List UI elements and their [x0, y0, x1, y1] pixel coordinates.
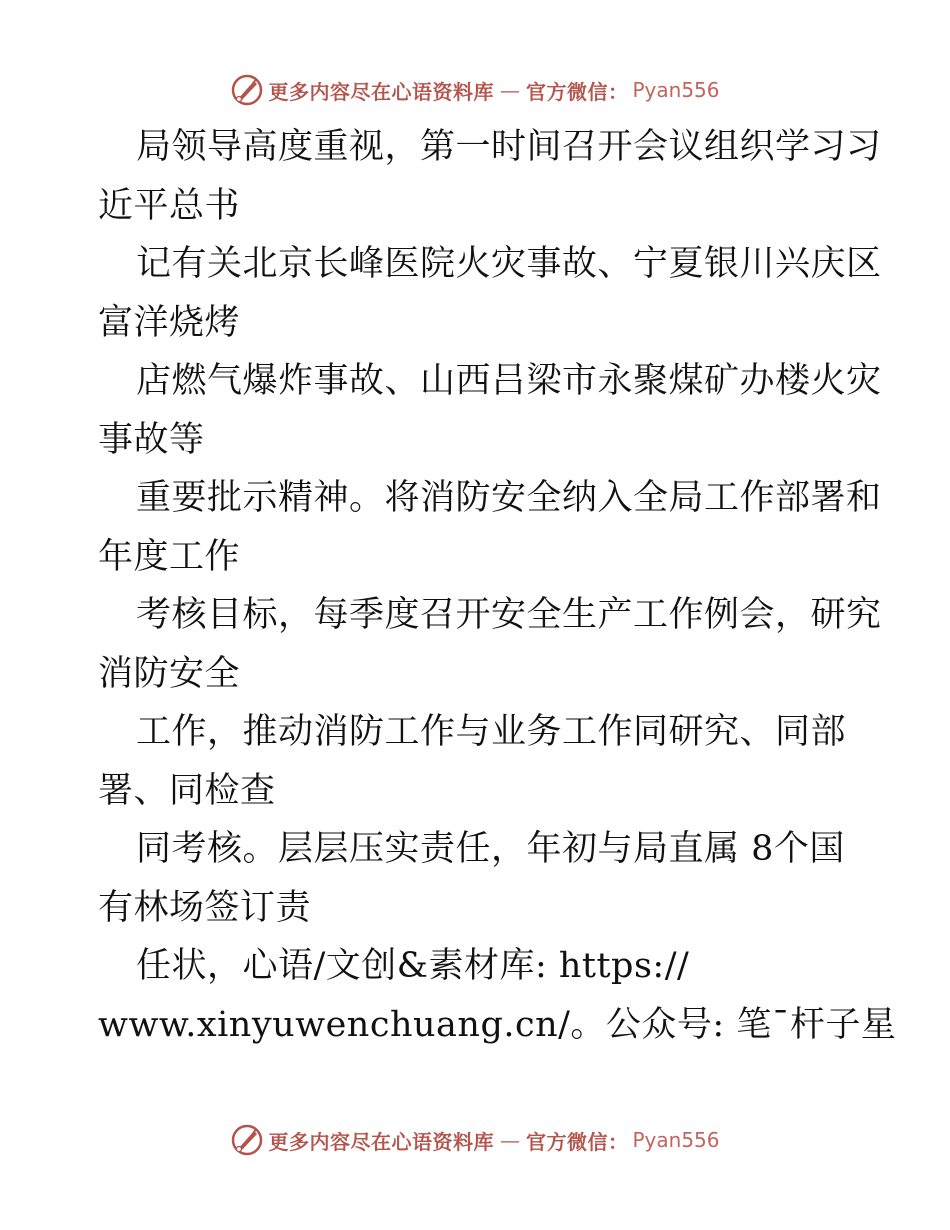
- text-line: 近平总书: [98, 185, 241, 226]
- header-wechat-label: 官方微信：: [525, 79, 629, 104]
- footer-wechat-id: Pyan556: [632, 1128, 720, 1152]
- text-line: 局领导高度重视，第一时间召开会议组织学习习: [136, 127, 882, 167]
- header-wechat-id: Pyan556: [632, 78, 720, 102]
- text-line: 消防安全: [98, 653, 241, 694]
- text-line: 任状，心语/文创&素材库: https://: [136, 946, 690, 986]
- document-body: [98, 118, 897, 1054]
- footer-dash: —: [499, 1128, 520, 1152]
- header-site-text: 更多内容尽在心语资料库: [268, 79, 494, 104]
- text-line: 有林场签订责: [98, 887, 312, 928]
- text-line: 店燃气爆炸事故、山西吕梁市永聚煤矿办楼火灾: [136, 361, 882, 401]
- text-line: 重要批示精神。将消防安全纳入全局工作部署和: [136, 478, 882, 518]
- footer-site-text: 更多内容尽在心语资料库: [268, 1129, 494, 1154]
- text-line: 记有关北京长峰医院火灾事故、宁夏银川兴庆区: [136, 244, 882, 284]
- text-line: 署、同检查: [98, 770, 276, 811]
- text-line: 事故等: [98, 419, 205, 460]
- text-line: www.xinyuwenchuang.cn/。公众号: 笔¯杆子星: [98, 1004, 897, 1045]
- quill-logo-icon: [230, 1123, 264, 1157]
- header-banner: [0, 70, 950, 110]
- text-line: 考核目标，每季度召开安全生产工作例会，研究: [136, 595, 882, 635]
- text-line: 工作，推动消防工作与业务工作同研究、同部: [136, 712, 847, 752]
- header-dash: —: [499, 78, 520, 102]
- footer-wechat-label: 官方微信：: [525, 1129, 629, 1154]
- quill-logo-icon: [230, 73, 264, 107]
- footer-banner: [0, 1120, 950, 1160]
- text-line: 同考核。层层压实责任，年初与局直属 8个国: [136, 829, 845, 869]
- text-line: 富洋烧烤: [98, 302, 241, 343]
- text-line: 年度工作: [98, 536, 241, 577]
